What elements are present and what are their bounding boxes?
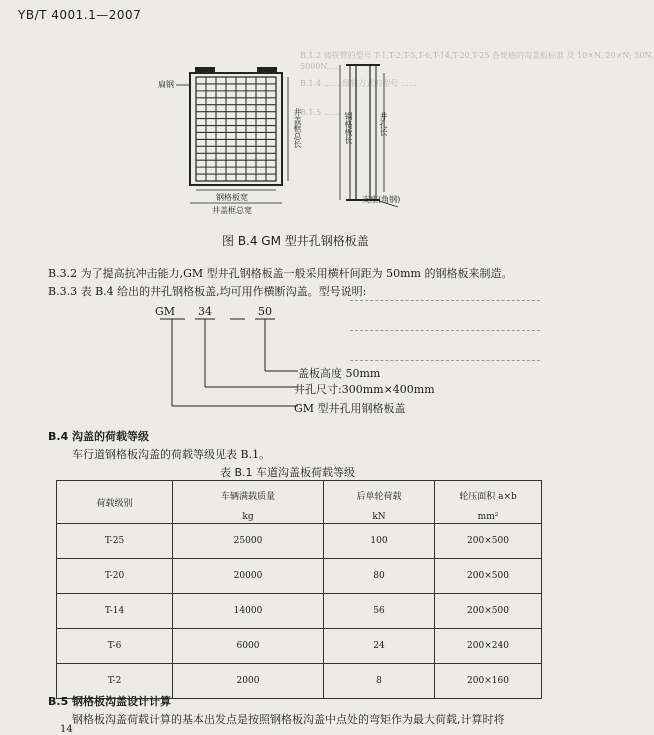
cell-level: T-20 [57, 559, 173, 594]
cell-load: 100 [324, 524, 435, 559]
cell-mass: 20000 [173, 559, 324, 594]
side-support [370, 65, 376, 200]
cell-load: 80 [324, 559, 435, 594]
well-length-label: 井孔长 [379, 112, 388, 136]
cell-load: 24 [324, 629, 435, 664]
grating-bars [196, 77, 276, 181]
header-level: 荷载级别 [57, 481, 173, 524]
model-height-code: 50 [258, 305, 272, 318]
cell-level: T-2 [57, 664, 173, 699]
cell-mass: 6000 [173, 629, 324, 664]
load-rating-table [56, 480, 542, 699]
grating-length-label: 钢格板长 [344, 112, 353, 144]
bleed-through-line [350, 300, 540, 301]
cell-level: T-6 [57, 629, 173, 664]
cell-mass: 14000 [173, 594, 324, 629]
bleed-through-line: B.1.5 …… [300, 108, 340, 117]
model-prefix: GM [155, 305, 176, 318]
cell-load: 8 [324, 664, 435, 699]
model-size-code: 34 [198, 305, 212, 318]
bleed-through-line: 5000N,… [300, 62, 338, 71]
cell-load: 56 [324, 594, 435, 629]
bleed-through-line: B.1.2 铸铁管的型号 T-1,T-2,T-5,T-6,T-14,T-20,T-25 各规格的沟盖板标准 及 10×N, 20×N; 50N, [300, 51, 654, 60]
cell-area: 200×160 [435, 664, 542, 699]
table-row [57, 559, 542, 594]
bleed-through-line [350, 360, 540, 361]
table-caption: 表 B.1 车道沟盖板荷载等级 [220, 466, 356, 479]
table-row [57, 524, 542, 559]
flat-bar-label: 扁钢 [158, 80, 174, 89]
bleed-through-line: B.1.4 …… 组装方式的型号 …… [300, 79, 417, 88]
figure-caption: 图 B.4 GM 型井孔钢格板盖 [222, 234, 369, 248]
side-grating [356, 65, 370, 200]
bleed-through-line [350, 330, 540, 331]
header-vehicle-mass: 车辆满载质量 kg [173, 481, 324, 524]
model-size-desc: 井孔尺寸:300mm×400mm [294, 383, 435, 396]
table-header-row [57, 481, 542, 524]
paragraph-b33: B.3.3 表 B.4 给出的井孔钢格板盖,均可用作横断沟盖。型号说明: [48, 285, 367, 298]
section-b4-text: 车行道钢格板沟盖的荷载等级见表 B.1。 [72, 448, 271, 461]
cell-area: 200×240 [435, 629, 542, 664]
lift-handle [195, 67, 215, 73]
cell-area: 200×500 [435, 559, 542, 594]
section-b4-heading: B.4 沟盖的荷载等级 [48, 430, 150, 443]
cell-area: 200×500 [435, 524, 542, 559]
model-height-desc: 盖板高度 50mm [298, 367, 381, 380]
table-row [57, 629, 542, 664]
section-b5-heading: B.5 钢格板沟盖设计计算 [48, 695, 172, 708]
standard-number: YB/T 4001.1—2007 [18, 8, 142, 22]
header-contact-area: 轮压面积 a×b mm² [435, 481, 542, 524]
cell-mass: 25000 [173, 524, 324, 559]
header-rear-load: 后单轮荷载 kN [324, 481, 435, 524]
well-frame-width-label: 井盖框总宽 [212, 206, 252, 215]
grating-width-label: 钢格板宽 [216, 193, 248, 202]
paragraph-b32: B.3.2 为了提高抗冲击能力,GM 型井孔钢格板盖一般采用横杆间距为 50mm 的钢格板来制造。 [48, 267, 513, 280]
model-type-desc: GM 型井孔用钢格板盖 [294, 402, 406, 415]
cell-level: T-25 [57, 524, 173, 559]
cell-area: 200×500 [435, 594, 542, 629]
page-number: 14 [60, 724, 73, 735]
cell-mass: 2000 [173, 664, 324, 699]
section-b5-text: 钢格板沟盖荷载计算的基本出发点是按照钢格板沟盖中点处的弯矩作为最大荷载,计算时将 [72, 713, 505, 726]
cell-level: T-14 [57, 594, 173, 629]
model-bracket-lines [150, 314, 310, 414]
support-label: 支座(角钢) [362, 195, 401, 204]
well-frame-length-label: 井盖框总长 [293, 108, 302, 148]
table-row [57, 594, 542, 629]
lift-handle [257, 67, 277, 73]
